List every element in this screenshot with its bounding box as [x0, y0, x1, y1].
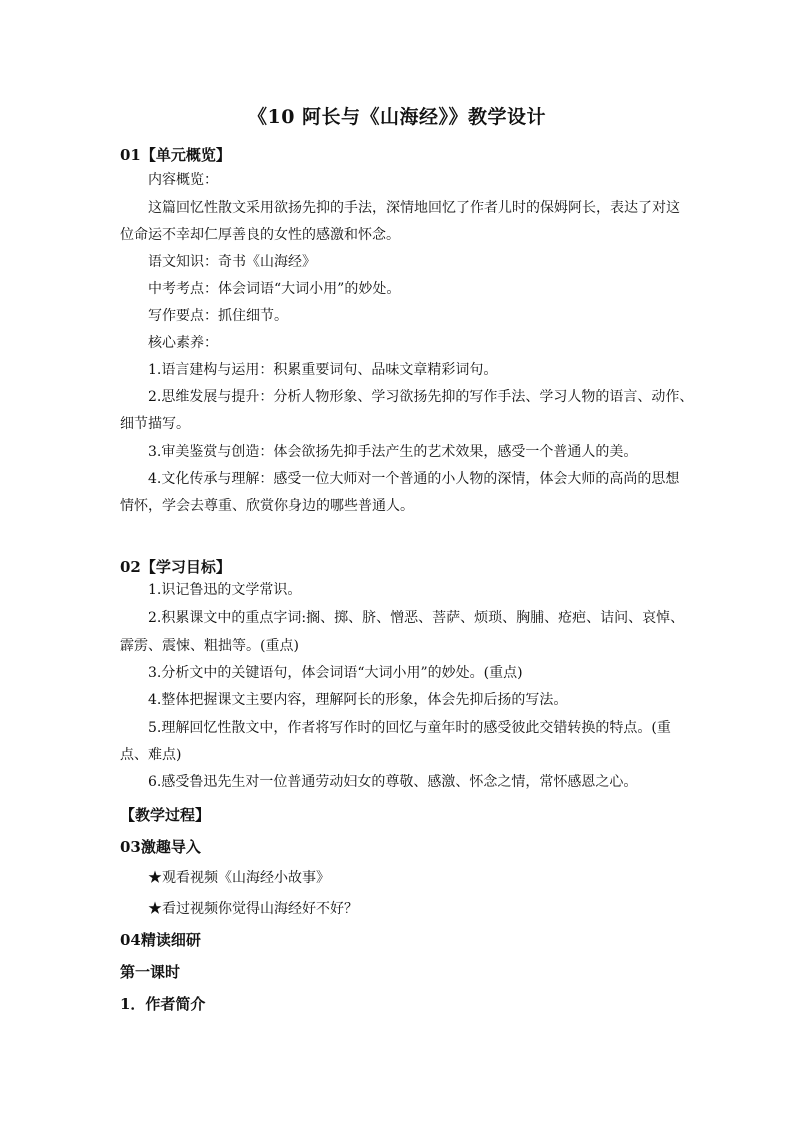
core-item-3: 3.审美鉴赏与创造：体会欲扬先抑手法产生的艺术效果，感受一个普通人的美。	[148, 444, 638, 460]
goal-6: 6.感受鲁迅先生对一位普通劳动妇女的尊敬、感激、怀念之情，常怀感恩之心。	[148, 774, 638, 790]
goal-3: 3.分析文中的关键语句，体会词语“大词小用”的妙处。(重点)	[148, 665, 523, 681]
goal-4: 4.整体把握课文主要内容，理解阿长的形象，体会先抑后扬的写法。	[148, 692, 568, 708]
writing-point-line: 写作要点：抓住细节。	[148, 308, 288, 324]
goal-2-line-2: 霹雳、震悚、粗拙等。(重点)	[120, 638, 299, 654]
core-item-2-line-1: 2.思维发展与提升：分析人物形象、学习欲扬先抑的写作手法、学习人物的语言、动作、	[148, 389, 694, 405]
intro-item-2: ★看过视频你觉得山海经好不好？	[148, 901, 358, 917]
intro-item-1: ★观看视频《山海经小故事》	[148, 870, 330, 886]
goal-2-line-1: 2.积累课文中的重点字词:搁、掷、脐、憎恶、菩萨、烦琐、胸脯、疮疤、诘问、哀悼、	[148, 610, 685, 626]
teaching-process-heading: 【教学过程】	[120, 806, 211, 824]
exam-point-line: 中考考点：体会词语“大词小用”的妙处。	[148, 281, 401, 297]
overview-label: 内容概览：	[148, 172, 218, 188]
core-label: 核心素养：	[148, 335, 218, 351]
core-item-4-line-2: 情怀，学会去尊重、欣赏你身边的哪些普通人。	[120, 498, 414, 514]
overview-text-line-2: 位命运不幸却仁厚善良的女性的感激和怀念。	[120, 227, 400, 243]
goal-5-line-1: 5.理解回忆性散文中，作者将写作时的回忆与童年时的感受彼此交错转换的特点。(重	[148, 720, 671, 736]
overview-text-line-1: 这篇回忆性散文采用欲扬先抑的手法，深情地回忆了作者儿时的保姆阿长，表达了对这	[148, 200, 680, 216]
section-02-heading: 02【学习目标】	[120, 558, 231, 576]
core-item-4-line-1: 4.文化传承与理解：感受一位大师对一个普通的小人物的深情，体会大师的高尚的思想	[148, 471, 680, 487]
section-01-heading: 01【单元概览】	[120, 146, 231, 164]
intro-heading: 03激趣导入	[120, 838, 201, 856]
core-item-2-line-2: 细节描写。	[120, 416, 190, 432]
author-heading: 1．作者简介	[120, 995, 206, 1013]
core-item-1: 1.语言建构与运用：积累重要词句、品味文章精彩词句。	[148, 362, 498, 378]
goal-5-line-2: 点、难点)	[120, 747, 182, 763]
goal-1: 1.识记鲁迅的文学常识。	[148, 582, 302, 598]
knowledge-line: 语文知识：奇书《山海经》	[148, 254, 316, 270]
lesson-heading: 第一课时	[120, 963, 181, 981]
page-title: 《10 阿长与《山海经》》教学设计	[247, 106, 547, 128]
reading-heading: 04精读细研	[120, 931, 201, 949]
